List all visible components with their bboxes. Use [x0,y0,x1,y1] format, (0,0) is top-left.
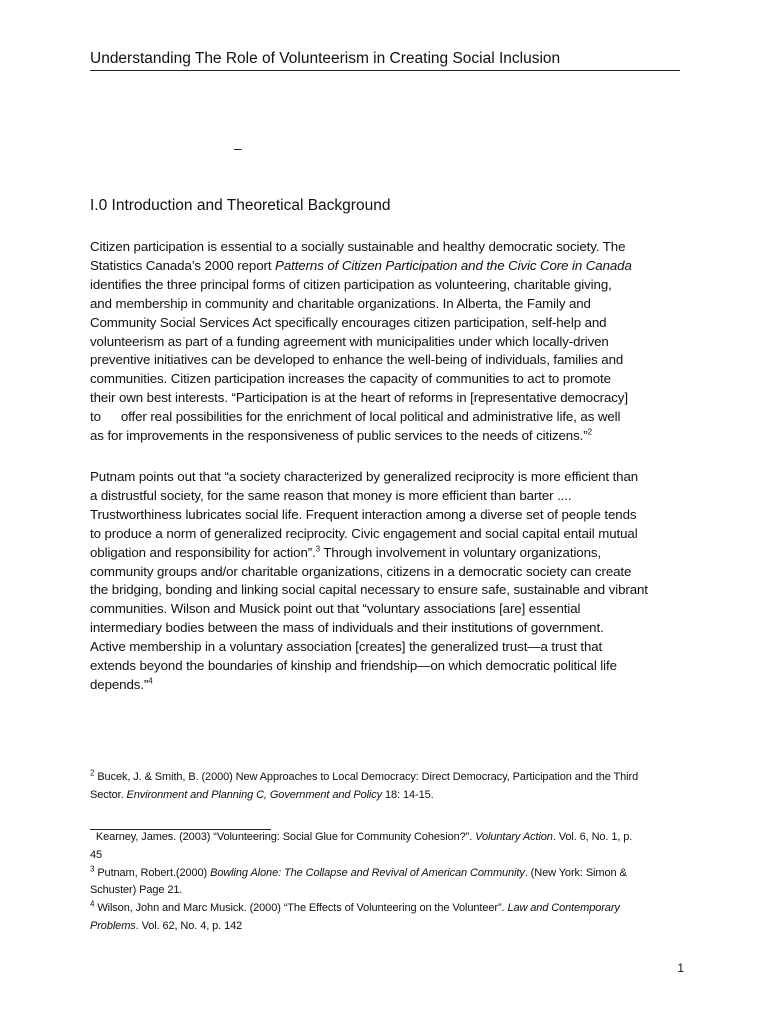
text-segment: Kearney, James. (2003) “Volunteering: Social Glue for Community Cohesion?”. [95,831,476,843]
page-number: 1 [677,961,684,975]
footnote-line: Schuster) Page 21. [90,884,183,897]
text-segment: . Vol. 62, No. 4, p. 142 [135,919,243,932]
footnote-line [90,769,680,787]
text-segment: depends.” [90,676,149,692]
text-segment: Statistics Canada’s 2000 report [90,257,276,273]
text-segment: offer real possibilities for the enrichment of local political and administrative life, as well [120,409,621,425]
text-line: to produce a norm of generalized reciprocity. Civic engagement and social capital entail mutual [90,525,638,541]
text-line: Citizen participation is essential to a socially sustainable and healthy democratic society. The [90,239,626,254]
footnote-marker: 4 [90,899,95,909]
text-segment: as for improvements in the responsiveness of public services to the needs of citizens.” [90,428,588,444]
text-line: volunteerism as part of a funding agreement with municipalities under which locally-driven [90,333,609,349]
text-segment: . (New York: Simon & [524,866,627,879]
text-line [90,676,680,695]
text-line [90,408,680,427]
text-line: Putnam points out that “a society characterized by generalized reciprocity is more efficient than [90,469,639,484]
text-segment: obligation and responsibility for action”. [90,544,316,560]
paragraph-putnam [90,468,680,695]
running-header: Understanding The Role of Volunteerism in Creating Social Inclusion [90,50,561,67]
paragraph-introduction [90,238,680,446]
text-segment: Through involvement in voluntary organizations, [320,544,602,560]
text-line: Active membership in a voluntary association [creates] the generalized trust—a trust that [90,639,603,655]
text-line [90,544,680,563]
text-segment: to [90,409,101,425]
text-line: Community Social Services Act specifically encourages citizen participation, self-help and [90,314,607,330]
footnote-reference[interactable]: 2 [587,427,592,437]
footnote-bucek [90,769,680,805]
text-segment: Bucek, J. & Smith, B. (2000) New Approaches to Local Democracy: Direct Democracy, Participation and the Third [94,771,639,783]
journal-title: Voluntary Action [475,831,553,843]
footnote-marker: 3 [90,863,95,873]
report-title: Patterns of Citizen Participation and the Civic Core in Canada [275,257,632,273]
text-line: the bridging, bonding and linking social capital necessary to ensure safe, sustainable and vibrant [90,582,648,598]
stray-dash: – [234,140,242,156]
footnote-line: 45 [90,848,103,861]
footnote-line [90,865,680,883]
book-title: Bowling Alone: The Collapse and Revival of American Community [210,866,525,879]
text-segment: Putnam, Robert.(2000) [94,866,211,879]
text-segment: Sector. [90,788,127,801]
footnote-line [90,829,680,847]
text-segment: 18: 14-15. [382,788,434,801]
text-line: communities. Wilson and Musick point out that “voluntary associations [are] essential [90,601,581,617]
text-line: identifies the three principal forms of citizen participation as volunteering, charitable giving, [90,276,612,292]
journal-title: Law and Contemporary [507,902,620,915]
text-line: extends beyond the boundaries of kinship and friendship—on which democratic political life [90,658,617,674]
text-segment: Wilson, John and Marc Musick. (2000) “The Effects of Volunteering on the Volunteer”. [94,902,508,915]
text-line: community groups and/or charitable organizations, citizens in a democratic society can create [90,563,632,579]
text-line [90,257,680,276]
footnote-line [90,918,680,936]
footnote-reference[interactable]: 3 [315,544,321,554]
footnote-marker: 2 [90,768,95,778]
text-line: and membership in community and charitable organizations. In Alberta, the Family and [90,295,591,311]
journal-title: Environment and Planning C, Government and Policy [126,788,383,801]
journal-title: Problems [90,919,136,932]
header-rule [90,70,680,71]
footnote-line [90,900,680,918]
footnote-reference[interactable]: 4 [148,676,153,686]
text-line: Trustworthiness lubricates social life. Frequent interaction among a diverse set of people tends [90,506,637,522]
text-line: a distrustful society, for the same reason that money is more efficient than barter .... [90,487,572,503]
text-line: their own best interests. “Participation is at the heart of reforms in [representative democracy] [90,390,628,406]
text-line: intermediary bodies between the mass of individuals and their institutions of government. [90,620,604,636]
section-heading: I.0 Introduction and Theoretical Background [90,197,391,214]
text-line: preventive initiatives can be developed to enhance the well-being of individuals, families and [90,352,624,368]
text-segment: . Vol. 6, No. 1, p. [552,831,633,843]
footnote-list [90,829,680,936]
text-line: communities. Citizen participation increases the capacity of communities to act to promote [90,371,611,387]
footnote-line [90,787,680,805]
text-line [90,427,680,446]
